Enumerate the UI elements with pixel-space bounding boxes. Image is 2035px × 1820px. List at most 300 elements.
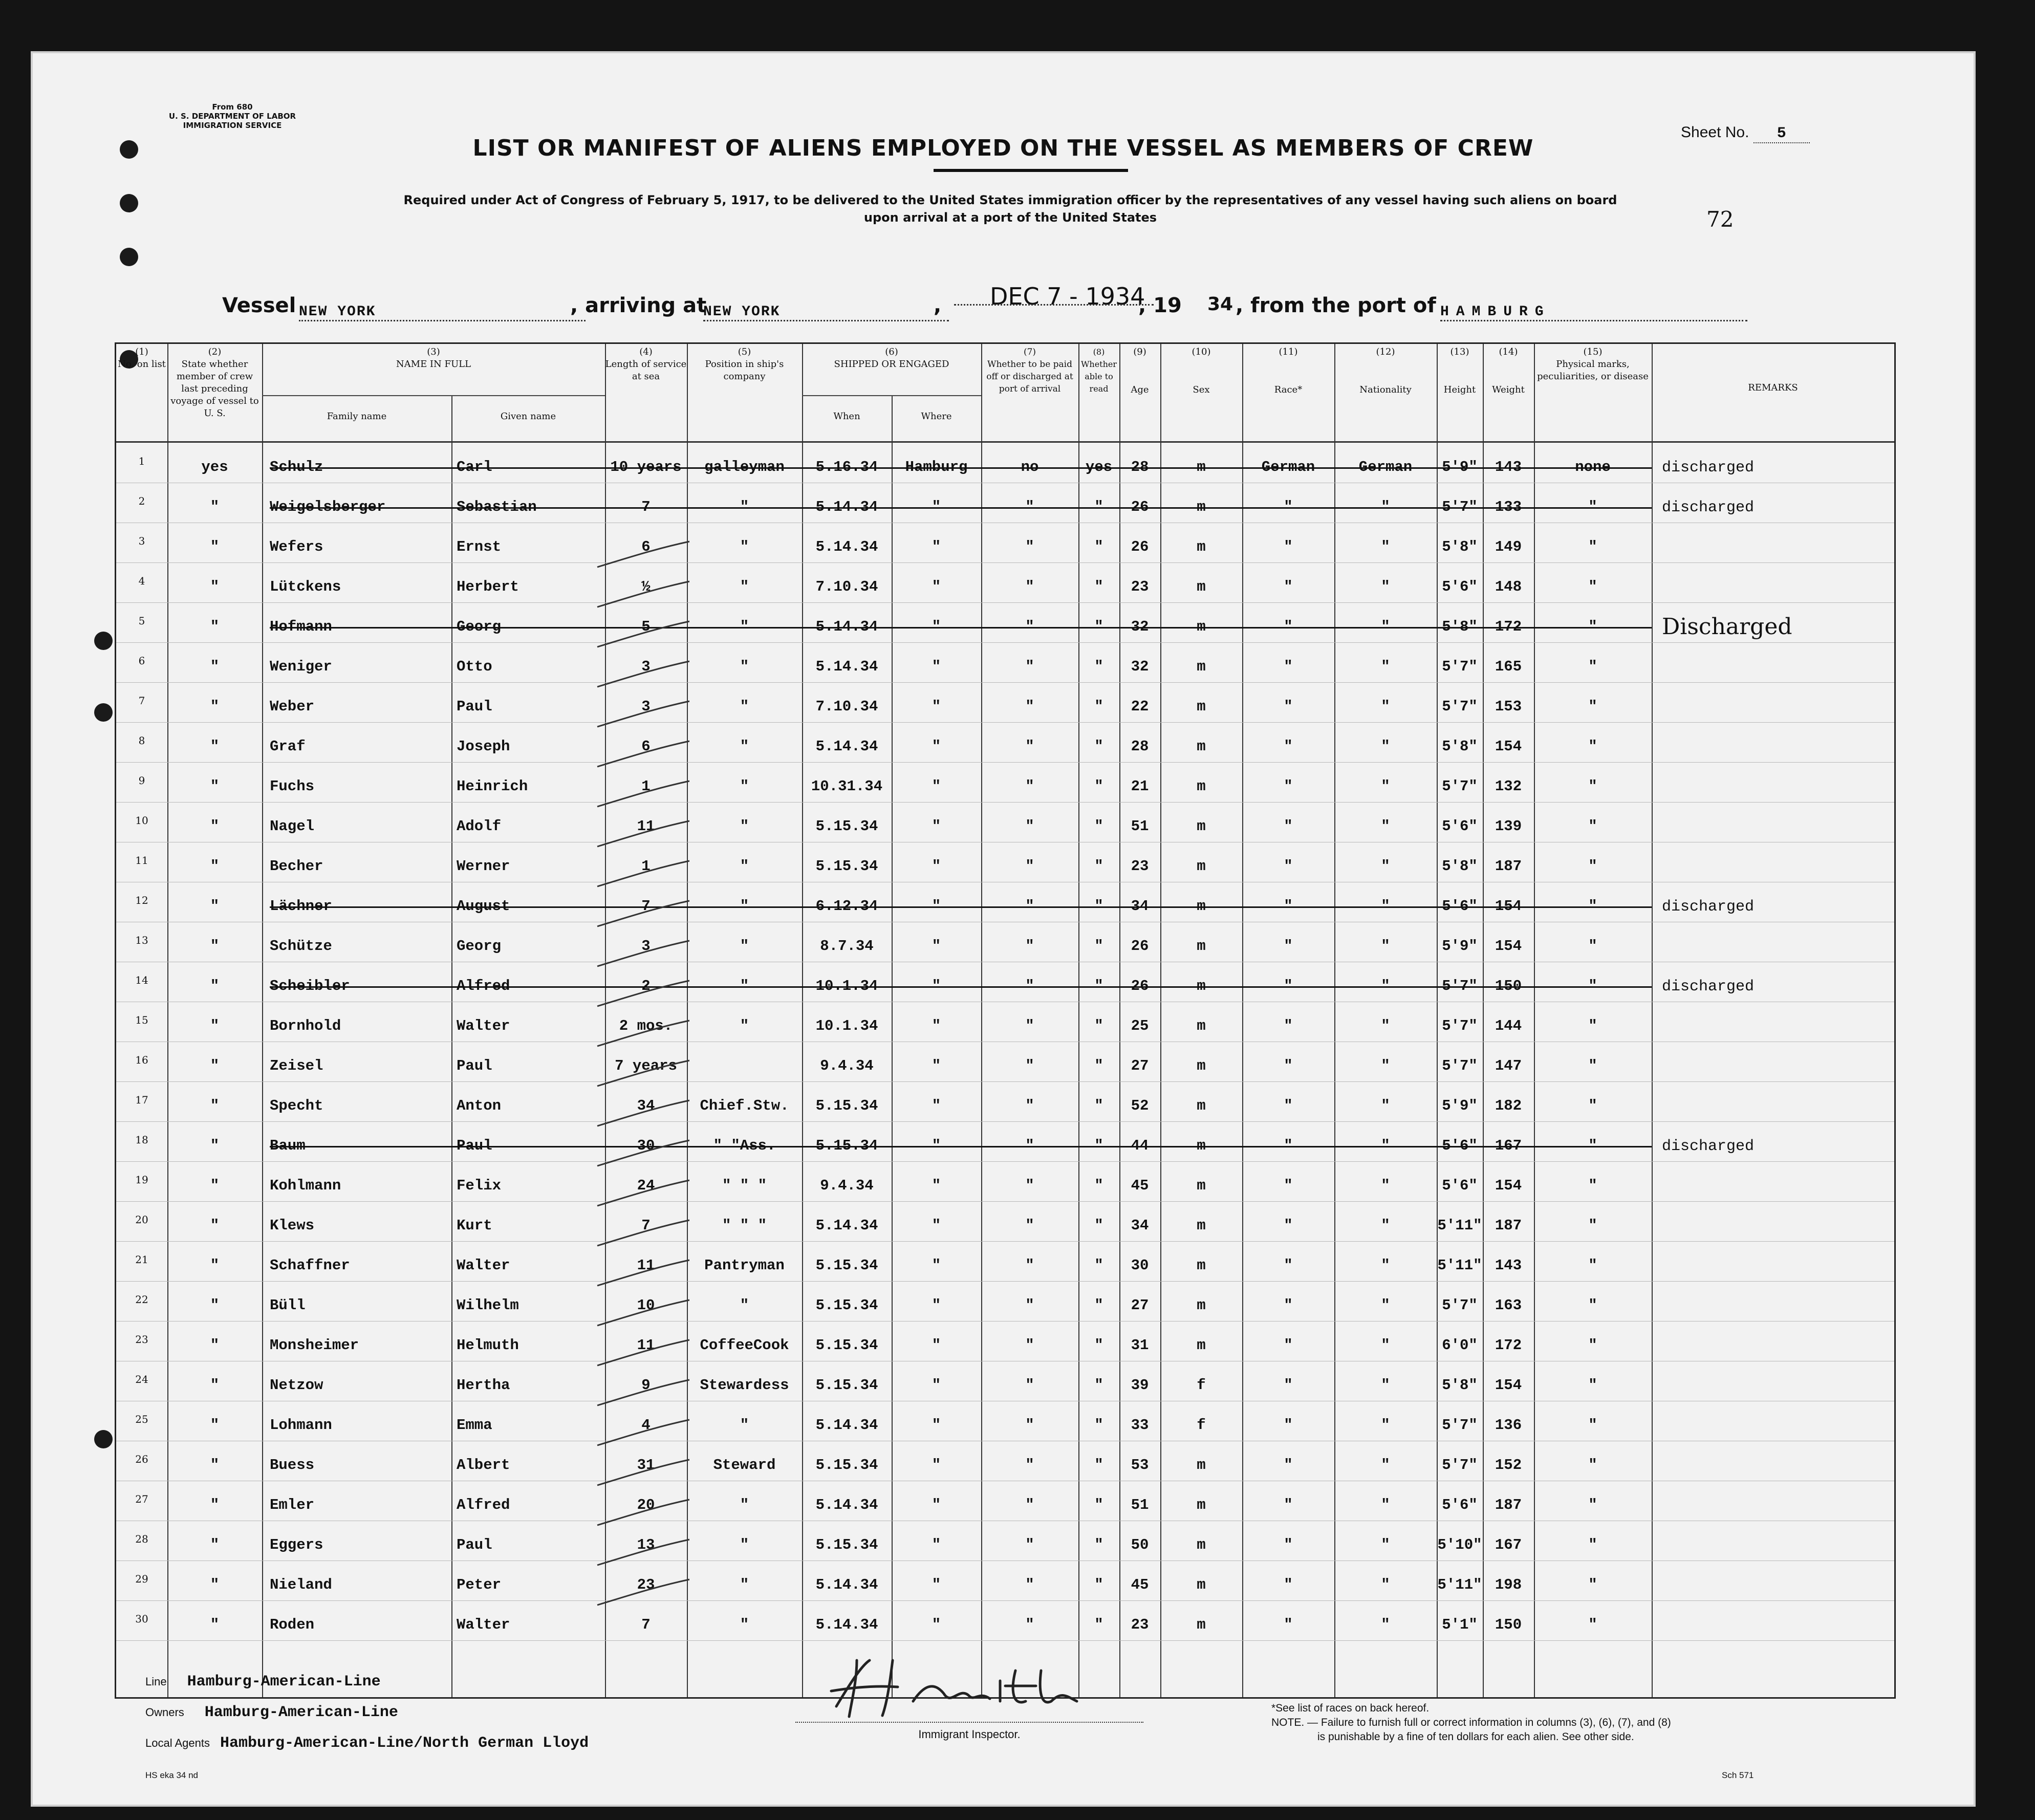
- check-mark: [592, 699, 695, 734]
- cell-sex: m: [1197, 1457, 1206, 1474]
- cell-weight: 163: [1495, 1297, 1522, 1314]
- cell-given: Emma: [457, 1417, 492, 1434]
- cell-no: 5: [138, 615, 145, 627]
- cell-family: Lächner: [270, 898, 332, 915]
- cell-no: 22: [135, 1293, 148, 1306]
- cell-position: ": [740, 578, 749, 595]
- cell-read: ": [1094, 978, 1103, 994]
- cell-service: 10 years: [610, 459, 682, 475]
- cell-race: ": [1284, 1337, 1293, 1354]
- manifest-sheet: From 680 U. S. DEPARTMENT OF LABOR IMMIGRATION SERVICE Sheet No. 5 LIST OR MANIFEST OF ALIENS EMPLOYED ON THE VESSEL AS MEMBERS OF CREW Required under Act of Congress of February 5, 1917, to be delivered to the United States immigration officer by the representatives of any vessel having such aliens on board upon arrival at a port of the United States 72 DEC 7 - 1934 Vessel NEW YORK , arriving at NEW YORK , , 19 34 , from the port of HAMBURG (1) No. on list (2) State whether member of crew last preceding voyage of vessel to U. S. (3) NAME IN FULL Family name Given name (4) Length of service at sea (5) Position in ship's company (6) SHIPPED OR ENGAGED When Where (7) Whether to be paid off or discharged at port of arrival (8) Whether able to read (9) Age (10) Sex (11) Race* (12) Nationality (13) Height (14) Weight (15) Physical marks, peculiarities, or disease REMARKS 1 yes Schulz Carl 10 years galleyman 5.16.34 Hamburg no yes 28 m German German 5'9" 143 none discharged 2 " Weigelsberger Sebastian 7 " 5.14.34 " " " 26 m " " 5'7" 133 " discharged 3 " Wefers Ernst 6 " 5.14.34 " " " 26 m " " 5'8" 149 " 4 " Lütckens Herbert ½ " 7.10.34 " " " 23 m " " 5'6" 148 " 5 " Hofmann Georg 5 " 5.14.34 " " " 32 m " " 5'8" 172 " Discharged 6 " Weniger Otto 3 " 5.14.34 " " " 32 m " " 5'7" 165 " 7 " Weber Paul 3 " 7.10.34 " " " 22 m " " 5'7" 153 " 8 " Graf Joseph 6 " 5.14.34 " " " 28 m " " 5'8" 154 " 9 " Fuchs Heinrich 1 " 10.31.34 " " " 21 m " " 5'7" 132 " 10 " Nagel Adolf 11 " 5.15.34 " " " 51 m " " 5'6" 139 " 11 " Becher Werner 1 " 5.15.34 " " " 23 m " " 5'8" 187 " 12 " Lächner August 7 " 6.12.34 " " " 34 m " " 5'6" 154 " discharged 13 " Schütze Georg 3 " 8.7.34 " " " 26 m " " 5'9" 154 " 14 " Scheibler Alfred 2 " 10.1.34 " " " 26 m " " 5'7" 150 " discharged 15 " Bornhold Walter 2 mos. " 10.1.34 " " " 25 m " " 5'7" 144 " 16 " Zeisel Paul 7 years 9.4.34 " " " 27 m " " 5'7" 147 " 17 " Specht Anton 34 Chief.Stw. 5.15.34 " " " 52 m " " 5'9" 182 " 18 " Baum Paul 30 " "Ass. 5.15.34 " " " 44 m " " 5'6" 167 " discharged 19 " Kohlmann Felix 24 " " " 9.4.34 " " " 45 m " " 5'6" 154 " 20 " Klews Kurt 7 " " " 5.14.34 " " " 34 m " " 5'11" 187 " 21 " Schaffner Walter 11 Pantryman 5.15.34 " " " 30 m " " 5'11" 143 " 22 " Büll Wilhelm 10 " 5.15.34 " " " 27 m " " 5'7" 163 " 23 " Monsheimer Helmuth 11 CoffeeCook 5.15.34 " " " 31 m " " 6'0" 172 " 24 " Netzow Hertha 9 Stewardess 5.15.34 " " " 39 f " " 5'8" 154 " 25 " Lohmann Emma 4 " 5.14.34 " " " 33 f " " 5'7" 136 " 26 " Buess Albert 31 Steward 5.15.34 " " " 53 m " " 5'7" 152 " 27 " Emler Alfred 20 " 5.14.34 " " " 51 m " " 5'6" 187 " 28 " Eggers Paul 13 " 5.15.34 " " " 50 m " " 5'10" 167 " 29 " Nieland Peter 23 " 5.14.34 " " " 45 m " " 5'11" 198 " 30 " Roden Walter 7 " 5.14.34 " " " 23 m " " 5'1" 150 " Line Hamburg-American-Line Owners Hamburg-American-Line Local Agents Hamburg-American-Line/North German Lloyd Immigrant Inspector. *See list of races on back hereof. NOTE. — Failure to furnish full or correct information in columns (3), (6), (7), and (8) is punishable by a fine of ten dollars for each alien. See other side. HS eka 34 nd Sch 571: [31, 51, 1976, 1807]
- cell-weight: 154: [1495, 938, 1522, 955]
- cell-prev: ": [210, 1497, 220, 1513]
- cell-age: 22: [1131, 698, 1149, 715]
- cell-age: 53: [1131, 1457, 1149, 1474]
- cell-given: Adolf: [457, 818, 502, 835]
- cell-read: ": [1094, 1097, 1103, 1114]
- cell-when: 5.15.34: [815, 1377, 878, 1394]
- cell-nat: ": [1381, 1217, 1390, 1234]
- cell-weight: 149: [1495, 538, 1522, 555]
- cell-race: ": [1284, 898, 1293, 915]
- row-rule: [116, 1121, 1894, 1122]
- cell-service: 5: [641, 618, 651, 635]
- cell-age: 45: [1131, 1177, 1149, 1194]
- cell-prev: ": [210, 658, 220, 675]
- inspector-signature: [821, 1650, 1087, 1722]
- cell-when: 5.14.34: [815, 618, 878, 635]
- cell-family: Schütze: [270, 938, 332, 955]
- cell-read: ": [1094, 538, 1103, 555]
- cell-position: Steward: [713, 1457, 776, 1474]
- cell-marks: ": [1588, 1057, 1597, 1074]
- cell-when: 5.15.34: [815, 1097, 878, 1114]
- cell-marks: ": [1588, 698, 1597, 715]
- cell-where: ": [932, 1337, 941, 1354]
- cell-sex: m: [1197, 1297, 1206, 1314]
- col-header-previous-voyage: (2) State whether member of crew last preceding voyage of vessel to U. S.: [170, 346, 259, 419]
- cell-prev: ": [210, 578, 220, 595]
- cell-when: 7.10.34: [815, 698, 878, 715]
- col-header-where: Where: [921, 411, 952, 422]
- cell-no: 23: [135, 1333, 148, 1346]
- cell-sex: m: [1197, 1097, 1206, 1114]
- cell-when: 5.14.34: [815, 658, 878, 675]
- cell-nat: ": [1381, 1017, 1390, 1034]
- row-rule: [116, 1600, 1894, 1601]
- check-mark: [592, 739, 695, 774]
- check-mark: [592, 1577, 695, 1613]
- check-mark: [592, 1497, 695, 1533]
- cell-family: Zeisel: [270, 1057, 323, 1074]
- cell-sex: m: [1197, 578, 1206, 595]
- cell-race: ": [1284, 1536, 1293, 1553]
- cell-given: Walter: [457, 1017, 510, 1034]
- cell-prev: ": [210, 1137, 220, 1154]
- cell-sex: f: [1197, 1377, 1206, 1394]
- cell-paid: ": [1025, 698, 1034, 715]
- cell-height: 5'8": [1442, 858, 1478, 875]
- cell-sex: m: [1197, 1137, 1206, 1154]
- cell-age: 21: [1131, 778, 1149, 795]
- cell-where: ": [932, 1177, 941, 1194]
- cell-height: 5'6": [1442, 898, 1478, 915]
- cell-service: 6: [641, 738, 651, 755]
- check-mark: [592, 898, 695, 934]
- cell-no: 6: [138, 655, 145, 667]
- cell-height: 5'9": [1442, 1097, 1478, 1114]
- col-header-family-name: Family name: [327, 411, 387, 422]
- cell-nat: ": [1381, 1457, 1390, 1474]
- title-underline: [934, 169, 1128, 172]
- cell-height: 5'7": [1442, 1417, 1478, 1434]
- cell-position: ": [740, 1497, 749, 1513]
- col-header-when: When: [833, 411, 860, 422]
- cell-where: ": [932, 1616, 941, 1633]
- cell-family: Nieland: [270, 1576, 332, 1593]
- cell-family: Becher: [270, 858, 323, 875]
- cell-no: 4: [138, 575, 145, 587]
- cell-paid: ": [1025, 938, 1034, 955]
- cell-no: 27: [135, 1493, 148, 1505]
- cell-service: 24: [637, 1177, 655, 1194]
- cell-weight: 187: [1495, 858, 1522, 875]
- cell-where: ": [932, 1536, 941, 1553]
- cell-remarks: discharged: [1662, 1138, 1755, 1155]
- cell-paid: ": [1025, 658, 1034, 675]
- check-mark: [592, 778, 695, 814]
- cell-service: 1: [641, 778, 651, 795]
- cell-weight: 133: [1495, 499, 1522, 515]
- cell-race: ": [1284, 1137, 1293, 1154]
- check-mark: [592, 619, 695, 655]
- cell-where: ": [932, 1377, 941, 1394]
- cell-position: ": [740, 1297, 749, 1314]
- cell-service: 7: [641, 1616, 651, 1633]
- cell-read: ": [1094, 1616, 1103, 1633]
- cell-where: ": [932, 738, 941, 755]
- cell-height: 5'9": [1442, 459, 1478, 475]
- cell-service: 1: [641, 858, 651, 875]
- arriving-port: NEW YORK: [703, 304, 949, 321]
- cell-family: Weniger: [270, 658, 332, 675]
- year-value: 34: [1207, 294, 1233, 315]
- cell-given: Georg: [457, 938, 502, 955]
- cell-sex: m: [1197, 818, 1206, 835]
- cell-height: 5'7": [1442, 978, 1478, 994]
- check-mark: [592, 1018, 695, 1054]
- cell-sex: f: [1197, 1417, 1206, 1434]
- date-stamp: DEC 7 - 1934: [990, 283, 1145, 310]
- cell-when: 5.14.34: [815, 738, 878, 755]
- col-header-given-name: Given name: [500, 411, 556, 422]
- cell-height: 5'8": [1442, 738, 1478, 755]
- cell-no: 3: [138, 535, 145, 547]
- cell-paid: ": [1025, 778, 1034, 795]
- cell-age: 31: [1131, 1337, 1149, 1354]
- check-mark: [592, 818, 695, 854]
- cell-read: ": [1094, 1417, 1103, 1434]
- cell-age: 51: [1131, 818, 1149, 835]
- cell-nat: ": [1381, 538, 1390, 555]
- cell-marks: ": [1588, 1017, 1597, 1034]
- cell-age: 25: [1131, 1017, 1149, 1034]
- cell-prev: ": [210, 978, 220, 994]
- cell-race: ": [1284, 1017, 1293, 1034]
- cell-given: Wilhelm: [457, 1297, 519, 1314]
- cell-when: 9.4.34: [820, 1177, 874, 1194]
- punch-hole: [94, 632, 113, 650]
- cell-paid: ": [1025, 1497, 1034, 1513]
- col-header-remarks: REMARKS: [1748, 382, 1798, 393]
- cell-age: 32: [1131, 618, 1149, 635]
- cell-service: 7: [641, 1217, 651, 1234]
- cell-family: Nagel: [270, 818, 315, 835]
- cell-age: 27: [1131, 1297, 1149, 1314]
- cell-paid: ": [1025, 1337, 1034, 1354]
- cell-when: 5.15.34: [815, 1257, 878, 1274]
- check-mark: [592, 1457, 695, 1493]
- cell-given: Heinrich: [457, 778, 528, 795]
- cell-service: 7 years: [615, 1057, 677, 1074]
- cell-read: ": [1094, 1377, 1103, 1394]
- cell-age: 45: [1131, 1576, 1149, 1593]
- cell-when: 5.15.34: [815, 818, 878, 835]
- cell-race: ": [1284, 938, 1293, 955]
- cell-family: Buess: [270, 1457, 315, 1474]
- cell-given: Helmuth: [457, 1337, 519, 1354]
- col-header-no: (1) No. on list: [118, 346, 166, 370]
- cell-height: 5'6": [1442, 1497, 1478, 1513]
- cell-marks: ": [1588, 578, 1597, 595]
- cell-read: ": [1094, 499, 1103, 515]
- cell-given: Joseph: [457, 738, 510, 755]
- page-number: 72: [1706, 207, 1734, 232]
- cell-sex: m: [1197, 658, 1206, 675]
- cell-no: 1: [138, 455, 145, 467]
- cell-nat: ": [1381, 578, 1390, 595]
- cell-weight: 154: [1495, 1177, 1522, 1194]
- cell-nat: ": [1381, 1576, 1390, 1593]
- cell-position: " " ": [722, 1177, 767, 1194]
- cell-height: 5'9": [1442, 938, 1478, 955]
- cell-where: ": [932, 499, 941, 515]
- cell-height: 5'6": [1442, 818, 1478, 835]
- cell-sex: m: [1197, 1536, 1206, 1553]
- cell-family: Kohlmann: [270, 1177, 341, 1194]
- cell-height: 5'7": [1442, 698, 1478, 715]
- cell-sex: m: [1197, 698, 1206, 715]
- cell-family: Netzow: [270, 1377, 323, 1394]
- cell-service: 10: [637, 1297, 655, 1314]
- cell-marks: ": [1588, 1097, 1597, 1114]
- from-port-label: , from the port of: [1236, 294, 1436, 317]
- cell-given: Carl: [457, 459, 492, 475]
- row-rule: [116, 682, 1894, 683]
- cell-race: ": [1284, 1217, 1293, 1234]
- col-header-weight: (14) Weight: [1492, 346, 1525, 395]
- punch-hole: [120, 248, 138, 266]
- cell-service: 3: [641, 698, 651, 715]
- cell-marks: ": [1588, 778, 1597, 795]
- cell-sex: m: [1197, 938, 1206, 955]
- cell-when: 5.14.34: [815, 1576, 878, 1593]
- cell-marks: ": [1588, 938, 1597, 955]
- cell-weight: 147: [1495, 1057, 1522, 1074]
- cell-read: ": [1094, 818, 1103, 835]
- row-rule: [116, 1640, 1894, 1641]
- cell-weight: 187: [1495, 1497, 1522, 1513]
- cell-no: 16: [135, 1054, 148, 1066]
- cell-given: Paul: [457, 698, 492, 715]
- cell-where: ": [932, 538, 941, 555]
- cell-family: Baum: [270, 1137, 306, 1154]
- punch-hole: [94, 1430, 113, 1448]
- cell-marks: ": [1588, 858, 1597, 875]
- inspector-signature-line: Immigrant Inspector.: [795, 1722, 1143, 1741]
- cell-prev: ": [210, 1177, 220, 1194]
- cell-paid: ": [1025, 578, 1034, 595]
- cell-when: 5.15.34: [815, 1457, 878, 1474]
- cell-paid: ": [1025, 898, 1034, 915]
- row-rule: [116, 1081, 1894, 1082]
- check-mark: [592, 1297, 695, 1333]
- cell-no: 25: [135, 1413, 148, 1425]
- department-header: From 680 U. S. DEPARTMENT OF LABOR IMMIGRATION SERVICE: [168, 102, 296, 130]
- cell-no: 28: [135, 1533, 148, 1545]
- footer-notes: *See list of races on back hereof. NOTE. — Failure to furnish full or correct information in columns (3), (6), (7), and (8) is punishable by a fine of ten dollars for each alien. See other side.: [1271, 1702, 1671, 1743]
- row-rule: [116, 762, 1894, 763]
- cell-race: ": [1284, 499, 1293, 515]
- cell-given: Kurt: [457, 1217, 492, 1234]
- cell-sex: m: [1197, 1057, 1206, 1074]
- cell-service: 20: [637, 1497, 655, 1513]
- cell-race: ": [1284, 1057, 1293, 1074]
- check-mark: [592, 858, 695, 894]
- cell-family: Lütckens: [270, 578, 341, 595]
- cell-race: ": [1284, 1417, 1293, 1434]
- cell-height: 5'7": [1442, 1457, 1478, 1474]
- check-mark: [592, 1377, 695, 1413]
- col-header-race: (11) Race*: [1274, 346, 1303, 395]
- cell-no: 8: [138, 734, 145, 747]
- cell-position: ": [740, 538, 749, 555]
- cell-race: ": [1284, 1257, 1293, 1274]
- cell-given: Georg: [457, 618, 502, 635]
- cell-nat: ": [1381, 1177, 1390, 1194]
- cell-given: Felix: [457, 1177, 502, 1194]
- cell-family: Emler: [270, 1497, 315, 1513]
- cell-race: German: [1261, 459, 1315, 475]
- cell-when: 10.31.34: [811, 778, 883, 795]
- cell-given: Sebastian: [457, 499, 537, 515]
- cell-where: ": [932, 898, 941, 915]
- cell-service: 7: [641, 898, 651, 915]
- cell-marks: ": [1588, 1377, 1597, 1394]
- cell-nat: ": [1381, 1257, 1390, 1274]
- row-rule: [116, 802, 1894, 803]
- cell-no: 14: [135, 974, 148, 986]
- cell-race: ": [1284, 538, 1293, 555]
- cell-service: 31: [637, 1457, 655, 1474]
- cell-given: Werner: [457, 858, 510, 875]
- cell-race: ": [1284, 1616, 1293, 1633]
- cell-weight: 150: [1495, 978, 1522, 994]
- cell-marks: ": [1588, 618, 1597, 635]
- cell-read: ": [1094, 1017, 1103, 1034]
- cell-sex: m: [1197, 898, 1206, 915]
- cell-prev: ": [210, 1017, 220, 1034]
- cell-when: 5.15.34: [815, 1137, 878, 1154]
- cell-position: Chief.Stw.: [700, 1097, 789, 1114]
- cell-given: Paul: [457, 1137, 492, 1154]
- line-field: Line Hamburg-American-Line: [145, 1673, 381, 1691]
- cell-service: 4: [641, 1417, 651, 1434]
- cell-family: Wefers: [270, 538, 323, 555]
- cell-position: ": [740, 818, 749, 835]
- check-mark: [592, 1138, 695, 1174]
- cell-where: ": [932, 978, 941, 994]
- cell-marks: ": [1588, 538, 1597, 555]
- cell-height: 5'11": [1437, 1217, 1482, 1234]
- cell-paid: ": [1025, 1057, 1034, 1074]
- cell-age: 51: [1131, 1497, 1149, 1513]
- punch-hole: [94, 703, 113, 722]
- cell-weight: 143: [1495, 1257, 1522, 1274]
- cell-weight: 152: [1495, 1457, 1522, 1474]
- cell-position: ": [740, 1536, 749, 1553]
- cell-nat: ": [1381, 978, 1390, 994]
- cell-sex: m: [1197, 459, 1206, 475]
- cell-paid: ": [1025, 1616, 1034, 1633]
- cell-service: 3: [641, 658, 651, 675]
- cell-read: ": [1094, 578, 1103, 595]
- cell-prev: ": [210, 1097, 220, 1114]
- cell-sex: m: [1197, 778, 1206, 795]
- cell-prev: ": [210, 1616, 220, 1633]
- cell-marks: ": [1588, 1576, 1597, 1593]
- cell-paid: ": [1025, 1536, 1034, 1553]
- cell-sex: m: [1197, 499, 1206, 515]
- cell-given: Herbert: [457, 578, 519, 595]
- strike-through-line: [270, 906, 1652, 908]
- cell-where: ": [932, 658, 941, 675]
- date-blank: [954, 304, 1154, 306]
- cell-when: 8.7.34: [820, 938, 874, 955]
- cell-height: 5'7": [1442, 1297, 1478, 1314]
- cell-family: Lohmann: [270, 1417, 332, 1434]
- cell-given: Otto: [457, 658, 492, 675]
- col-header-height: (13) Height: [1443, 346, 1476, 395]
- cell-race: ": [1284, 738, 1293, 755]
- sheet-number: Sheet No. 5: [1681, 124, 1810, 143]
- cell-height: 5'11": [1437, 1576, 1482, 1593]
- cell-position: " " ": [722, 1217, 767, 1234]
- cell-paid: ": [1025, 1297, 1034, 1314]
- cell-given: Alfred: [457, 1497, 510, 1513]
- cell-marks: ": [1588, 1337, 1597, 1354]
- cell-age: 52: [1131, 1097, 1149, 1114]
- cell-remarks: discharged: [1662, 499, 1755, 516]
- cell-when: 10.1.34: [815, 978, 878, 994]
- check-mark: [592, 1058, 695, 1094]
- cell-paid: ": [1025, 858, 1034, 875]
- cell-sex: m: [1197, 1177, 1206, 1194]
- cell-where: ": [932, 1257, 941, 1274]
- cell-age: 26: [1131, 538, 1149, 555]
- cell-position: ": [740, 778, 749, 795]
- cell-no: 29: [135, 1573, 148, 1585]
- cell-service: 6: [641, 538, 651, 555]
- cell-family: Hofmann: [270, 618, 332, 635]
- cell-position: ": [740, 618, 749, 635]
- cell-paid: ": [1025, 538, 1034, 555]
- cell-nat: ": [1381, 1616, 1390, 1633]
- cell-where: ": [932, 1417, 941, 1434]
- check-mark: [592, 1337, 695, 1373]
- check-mark: [592, 1258, 695, 1293]
- cell-no: 13: [135, 934, 148, 946]
- cell-nat: ": [1381, 738, 1390, 755]
- cell-position: ": [740, 978, 749, 994]
- cell-marks: ": [1588, 898, 1597, 915]
- cell-when: 5.14.34: [815, 1417, 878, 1434]
- cell-read: yes: [1085, 459, 1113, 475]
- cell-read: ": [1094, 618, 1103, 635]
- cell-where: ": [932, 1217, 941, 1234]
- cell-given: Walter: [457, 1616, 510, 1633]
- cell-height: 5'1": [1442, 1616, 1478, 1633]
- cell-family: Scheibler: [270, 978, 350, 994]
